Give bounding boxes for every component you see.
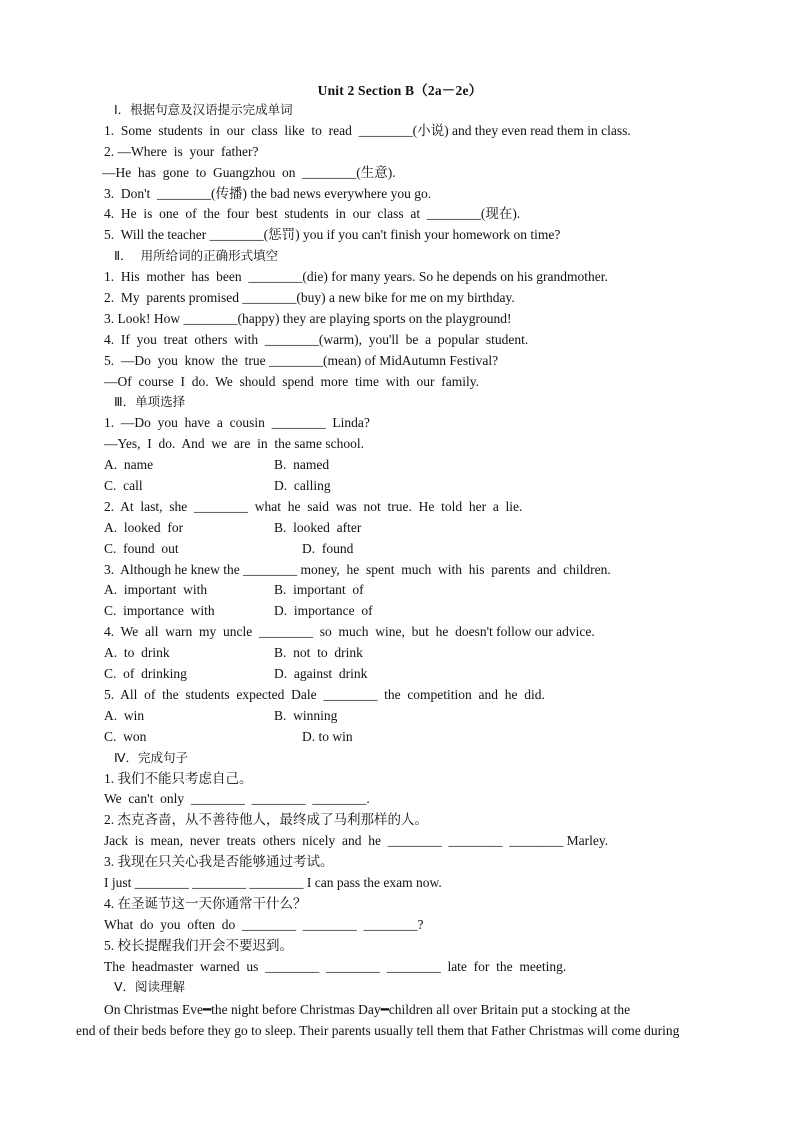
s2-line: —Of course I do. We should spend more time with our family. xyxy=(104,373,479,389)
option-c: C. won xyxy=(104,728,147,744)
q3-stem: 3. Although he knew the ________ money, he spent much with his parents and children. xyxy=(104,561,611,577)
option-d: D. found xyxy=(302,540,354,556)
s1-line: 4. He is one of the four best students in our class at ________(现在). xyxy=(104,206,521,222)
s4-line: 3. 我现在只关心我是否能够通过考试。 xyxy=(104,854,334,870)
q5-stem: 5. All of the students expected Dale ________ the competition and he did. xyxy=(104,686,545,702)
worksheet-body xyxy=(104,100,724,998)
q5-options-cd xyxy=(104,727,724,748)
q4-stem: 4. We all warn my uncle ________ so much wine, but he doesn't follow our advice. xyxy=(104,624,595,640)
option-c: C. importance with xyxy=(104,603,215,619)
option-b: B. important of xyxy=(274,582,364,598)
s1-line: 2. —Where is your father? xyxy=(104,143,259,159)
s4-line: The headmaster warned us ________ ________ ________ late for the meeting. xyxy=(104,958,567,974)
section-1-heading: Ⅰ．根据句意及汉语提示完成单词 xyxy=(114,102,293,117)
section-5-heading: Ⅴ．阅读理解 xyxy=(114,979,186,995)
s1-line: 1. Some students in our class like to read ________(小说) and they even read them in class. xyxy=(104,122,631,138)
option-c: C. found out xyxy=(104,540,179,556)
s4-line: 1. 我们不能只考虑自己。 xyxy=(104,770,253,786)
q1-options-ab xyxy=(104,455,724,476)
reading-passage xyxy=(76,999,724,1041)
q1-stem: 1. —Do you have a cousin ________ Linda? xyxy=(104,415,370,431)
passage-line-2: end of their beds before they go to sleep. Their parents usually tell them that Father Christmas will come during xyxy=(76,1023,680,1038)
s2-line: 2. My parents promised ________(buy) a new bike for me on my birthday. xyxy=(104,290,515,306)
option-a: A. looked for xyxy=(104,519,184,535)
option-b: B. winning xyxy=(274,707,338,723)
q4-options-ab xyxy=(104,643,724,664)
s1-line: 3. Don't ________(传播) the bad news everywhere you go. xyxy=(104,185,432,201)
q5-options-ab xyxy=(104,706,724,727)
section-4-heading: Ⅳ．完成句子 xyxy=(114,749,189,765)
option-a: A. to drink xyxy=(104,645,170,661)
q1-options-cd xyxy=(104,476,724,497)
option-d: D. importance of xyxy=(274,603,373,619)
s4-line: Jack is mean, never treats others nicely and he ________ ________ ________ Marley. xyxy=(104,833,609,849)
section-2-heading: Ⅱ． 用所给词的正确形式填空 xyxy=(114,248,279,264)
s4-line: 4. 在圣诞节这一天你通常干什么？ xyxy=(104,895,307,911)
option-a: A. name xyxy=(104,457,154,473)
option-a: A. win xyxy=(104,707,145,723)
option-c: C. of drinking xyxy=(104,666,187,682)
q1-stem-2: —Yes, I do. And we are in the same school. xyxy=(104,436,364,452)
option-d: D. to win xyxy=(302,728,353,744)
s1-line: 5. Will the teacher ________(惩罚) you if you can't finish your homework on time? xyxy=(104,227,561,243)
s1-line: —He has gone to Guangzhou on ________(生意). xyxy=(102,164,396,180)
option-d: D. calling xyxy=(274,478,331,494)
q3-options-ab xyxy=(104,580,724,601)
s4-line: I just ________ ________ ________ I can pass the exam now. xyxy=(104,874,442,890)
option-a: A. important with xyxy=(104,582,208,598)
s4-line: We can't only ________ ________ ________. xyxy=(104,791,370,807)
q2-stem: 2. At last, she ________ what he said was not true. He told her a lie. xyxy=(104,498,523,514)
option-c: C. call xyxy=(104,478,143,494)
option-b: B. not to drink xyxy=(274,645,363,661)
s2-line: 4. If you treat others with ________(warm), you'll be a popular student. xyxy=(104,331,529,347)
s2-line: 1. His mother has been ________(die) for many years. So he depends on his grandmother. xyxy=(104,269,608,285)
section-3-heading: Ⅲ．单项选择 xyxy=(114,394,186,410)
q4-options-cd xyxy=(104,664,724,685)
q2-options-ab xyxy=(104,518,724,539)
q2-options-cd xyxy=(104,539,724,560)
option-b: B. named xyxy=(274,457,330,473)
option-b: B. looked after xyxy=(274,519,362,535)
s2-line: 3. Look! How ________(happy) they are playing sports on the playground! xyxy=(104,310,512,326)
q3-options-cd xyxy=(104,601,724,622)
s2-line: 5. —Do you know the true ________(mean) of MidAutumn Festival? xyxy=(104,352,499,368)
s4-line: 5. 校长提醒我们开会不要迟到。 xyxy=(104,937,293,953)
passage-line-1: On Christmas Eve━the night before Christmas Day━children all over Britain put a stocking at the xyxy=(104,1002,631,1017)
s4-line: 2. 杰克吝啬，从不善待他人，最终成了马利那样的人。 xyxy=(104,812,428,828)
option-d: D. against drink xyxy=(274,666,368,682)
s4-line: What do you often do ________ ________ ________? xyxy=(104,916,424,932)
page-title: Unit 2 Section B（2a－2e） xyxy=(317,83,483,98)
